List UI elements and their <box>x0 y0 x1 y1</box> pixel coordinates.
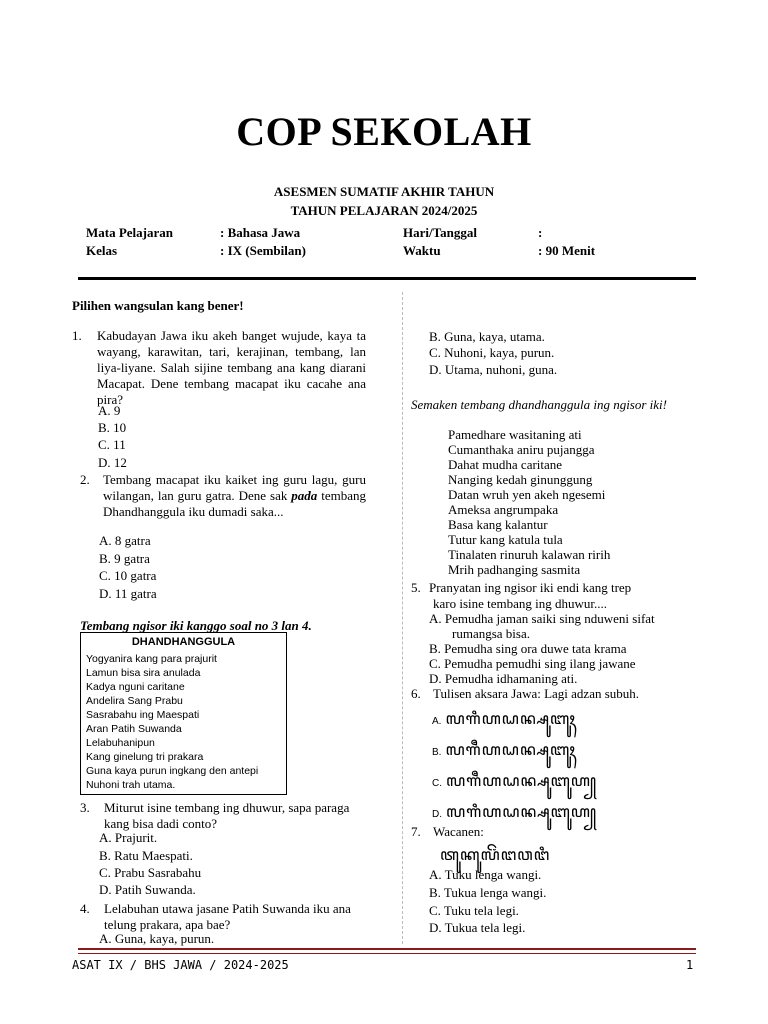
q6-text: Tulisen aksara Jawa: Lagi adzan subuh. <box>433 686 640 701</box>
q2-text <box>103 472 366 520</box>
time-label: Waktu <box>403 243 441 258</box>
footer-rule-thin <box>78 953 696 954</box>
q4-text: Lelabuhan utawa jasane Patih Suwanda iku ana telung prakara, apa bae? <box>104 901 351 932</box>
q2-text-emphasis: pada <box>291 488 318 503</box>
q6-option-b-script: ꦭꦒꦷꦲꦝꦤ꧀ꦱꦸꦧꦸꦃ <box>445 742 576 759</box>
poem-line: Guna kaya purun ingkang den antepi <box>86 765 259 777</box>
poem2-line: Mrih padhanging sasmita <box>448 562 581 577</box>
q2-text-b: tembang Dhandhanggula iku dumadi saka... <box>103 488 366 519</box>
q5-option-a-cont: rumangsa bisa. <box>452 626 530 641</box>
q2-option-c[interactable]: C. 10 gatra <box>99 568 157 583</box>
q1-option-a[interactable]: A. 9 <box>98 403 121 418</box>
poem-line: Lamun bisa sira anulada <box>86 667 201 679</box>
class-value: : IX (Sembilan) <box>220 243 306 258</box>
time-value: : 90 Menit <box>538 243 596 258</box>
poem-intro: Tembang ngisor iki kanggo soal no 3 lan 4. <box>80 618 312 633</box>
column-divider <box>402 292 404 944</box>
q3-option-d[interactable]: D. Patih Suwanda. <box>99 882 196 897</box>
q1-option-d[interactable]: D. 12 <box>98 455 127 470</box>
poem-box-title: DHANDHANGGULA <box>131 636 236 648</box>
q6-option-c-letter: C. <box>432 778 442 789</box>
date-label: Hari/Tanggal <box>403 225 477 240</box>
q6-option-b-letter: B. <box>432 747 442 758</box>
q6-option-d-script: ꦭꦒꦶꦲꦝꦤ꧀ꦱꦸꦧꦸꦲ꧀ <box>446 804 598 821</box>
poem2-line: Datan wruh yen akeh ngesemi <box>448 487 606 502</box>
q5-text-line2: karo isine tembang ing dhuwur.... <box>433 596 608 611</box>
date-value: : <box>538 225 543 240</box>
q5-option-c[interactable]: C. Pemudha pemudhi sing ilang jawane <box>429 656 636 671</box>
q7-option-c[interactable]: C. Tuku tela legi. <box>429 903 519 918</box>
poem-line: Nuhoni trah utama. <box>86 779 176 791</box>
q4-number: 4. <box>80 901 90 916</box>
q6-option-a-letter: A. <box>432 716 442 727</box>
q4-option-d[interactable]: D. Utama, nuhoni, guna. <box>429 362 558 377</box>
q1-number: 1. <box>72 328 82 343</box>
school-title: COP SEKOLAH <box>236 109 532 154</box>
poem2-line: Tinalaten rinuruh kalawan ririh <box>448 547 611 562</box>
q7-number: 7. <box>411 824 421 839</box>
poem-line: Aran Patih Suwanda <box>86 723 182 735</box>
q5-number: 5. <box>411 580 421 595</box>
q6-option-a[interactable] <box>432 706 576 739</box>
q6-option-d-letter: D. <box>432 809 442 820</box>
q2-option-a[interactable]: A. 8 gatra <box>99 533 151 548</box>
poem2 <box>448 427 610 577</box>
poem-line: Andelira Sang Prabu <box>86 695 183 707</box>
poem-line: Sasrabahu ing Maespati <box>86 709 200 721</box>
q3-option-c[interactable]: C. Prabu Sasrabahu <box>99 865 202 880</box>
q1-text: Kabudayan Jawa iku akeh banget wujude, kaya ta wayang, karawitan, tari, kerajinan, tembang, lan liya-liyane. Salah sijine tembang ana kang diarani Macapat. Dene tembang macapat iku cacahe ana pira? <box>97 328 366 407</box>
q3-option-a[interactable]: A. Prajurit. <box>99 830 158 845</box>
poem2-line: Tutur kang katula tula <box>448 532 563 547</box>
page-number: 1 <box>686 958 694 972</box>
q6-option-c-script: ꦭꦒꦷꦲꦝꦤ꧀ꦱꦸꦧꦸꦲ꧀ <box>446 773 598 790</box>
poem-box <box>80 632 287 795</box>
q7-option-a[interactable]: A. Tuku lenga wangi. <box>429 867 542 882</box>
q4-option-a[interactable]: A. Guna, kaya, purun. <box>99 931 215 946</box>
q7-text: Wacanen: <box>433 824 484 839</box>
subject-value: : Bahasa Jawa <box>220 225 301 240</box>
class-label: Kelas <box>86 243 118 258</box>
q1-option-b[interactable]: B. 10 <box>98 420 127 435</box>
poem-line: Kadya nguni caritane <box>86 681 185 693</box>
q1-option-c[interactable]: C. 11 <box>98 437 126 452</box>
q6-number: 6. <box>411 686 421 701</box>
q2-text-a: Tembang macapat iku kaiket ing guru lagu, guru wilangan, lan guru gatra. Dene sak <box>103 472 366 503</box>
q6-option-a-script: ꦭꦒꦶꦲꦝꦤ꧀ꦱꦸꦧꦸꦃ <box>445 711 576 728</box>
q5-option-d[interactable]: D. Pemudha idhamaning ati. <box>429 671 578 686</box>
q7-option-b[interactable]: B. Tukua lenga wangi. <box>429 885 547 900</box>
poem2-line: Dahat mudha caritane <box>448 457 563 472</box>
poem-line: Yogyanira kang para prajurit <box>86 653 217 665</box>
q2-number: 2. <box>80 472 90 487</box>
poem-line: Kang ginelung tri prakara <box>86 751 204 763</box>
exam-year: TAHUN PELAJARAN 2024/2025 <box>290 203 478 218</box>
footer-rule <box>78 948 696 950</box>
poem2-line: Ameksa angrumpaka <box>448 502 559 517</box>
poem2-line: Cumanthaka aniru pujangga <box>448 442 595 457</box>
q2-option-b[interactable]: B. 9 gatra <box>99 551 150 566</box>
subject-label: Mata Pelajaran <box>86 225 174 240</box>
exam-title: ASESMEN SUMATIF AKHIR TAHUN <box>273 184 495 199</box>
q5-option-b[interactable]: B. Pemudha sing ora duwe tata krama <box>429 641 627 656</box>
q3-text: Miturut isine tembang ing dhuwur, sapa paraga kang bisa dadi conto? <box>104 800 350 831</box>
q6-option-b[interactable] <box>432 737 576 770</box>
q5-text-line1: Pranyatan ing ngisor iki endi kang trep <box>429 580 632 595</box>
instruction: Pilihen wangsulan kang bener! <box>72 298 244 313</box>
q6-option-c[interactable] <box>432 768 597 801</box>
q7-option-d[interactable]: D. Tukua tela legi. <box>429 920 526 935</box>
poem2-line: Nanging kedah ginunggung <box>448 472 593 487</box>
poem2-line: Pamedhare wasitaning ati <box>448 427 582 442</box>
poem-line: Lelabuhanipun <box>86 737 155 749</box>
q3-number: 3. <box>80 800 90 815</box>
q4-option-b[interactable]: B. Guna, kaya, utama. <box>429 329 545 344</box>
q4-option-c[interactable]: C. Nuhoni, kaya, purun. <box>429 345 555 360</box>
footer-left: ASAT IX / BHS JAWA / 2024-2025 <box>72 958 289 972</box>
header-divider <box>78 277 696 280</box>
q7-javanese-script: ꦠꦸꦏꦸꦭꦼꦁꦔꦮꦔꦶ <box>440 847 551 864</box>
q5-option-a[interactable]: A. Pemudha jaman saiki sing nduweni sifat <box>429 611 655 626</box>
poem2-intro: Semaken tembang dhandhanggula ing ngisor iki! <box>411 397 667 412</box>
poem2-line: Basa kang kalantur <box>448 517 548 532</box>
q2-option-d[interactable]: D. 11 gatra <box>99 586 157 601</box>
q3-option-b[interactable]: B. Ratu Maespati. <box>99 848 193 863</box>
